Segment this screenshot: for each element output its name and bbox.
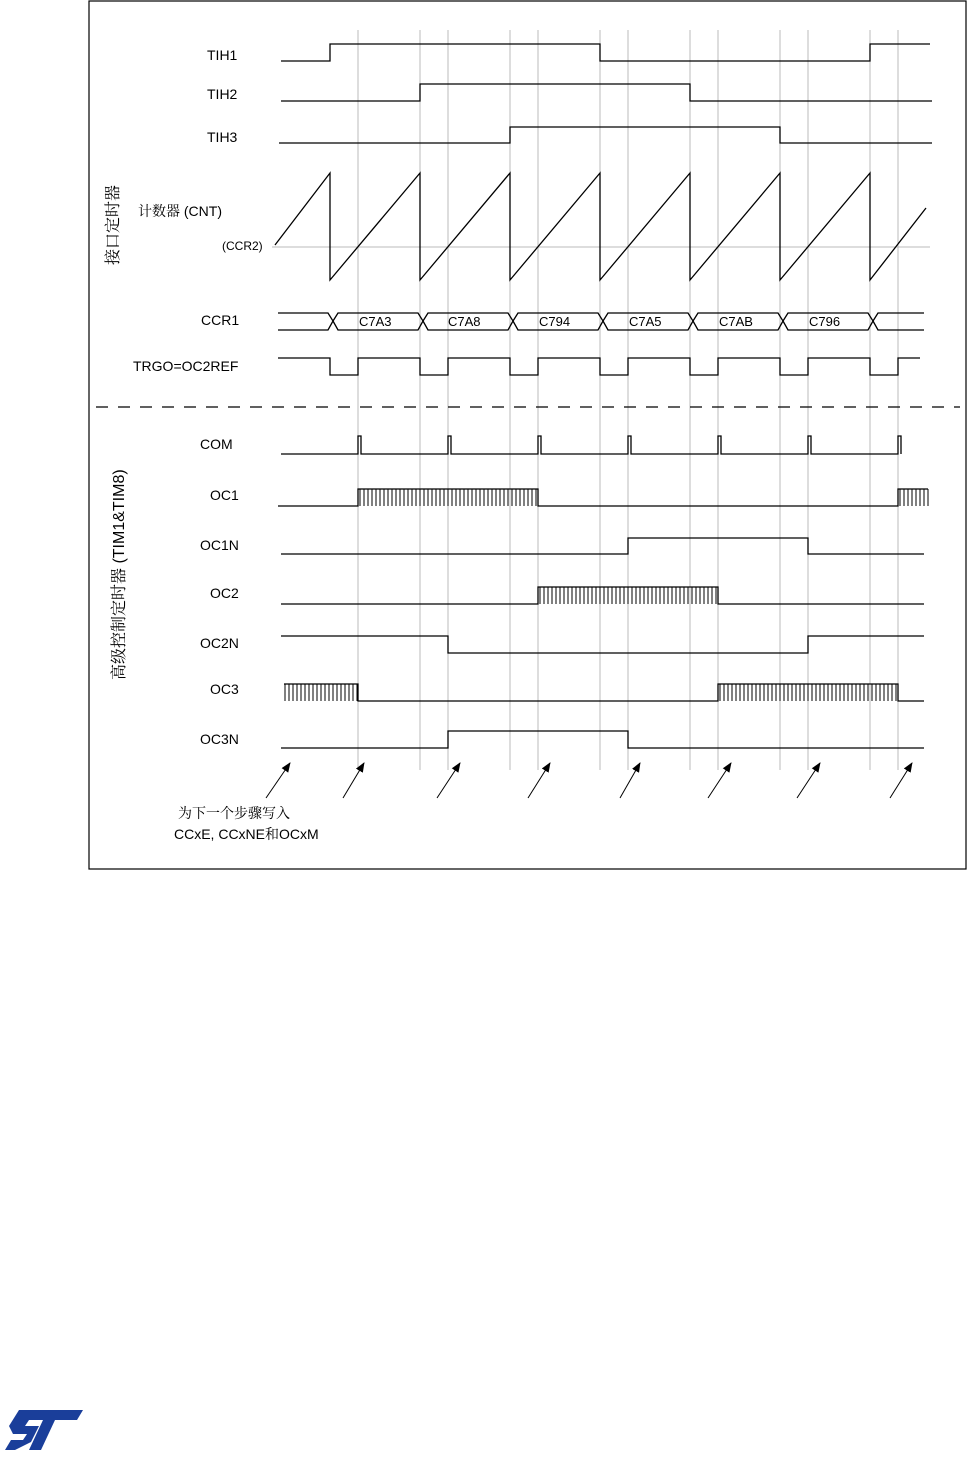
advanced-timer-label: 高级控制定时器 (TIM1&TIM8)	[111, 469, 128, 680]
ccr1-value: C7A3	[359, 314, 392, 329]
ccr1-value: C794	[539, 314, 571, 329]
write-arrow	[266, 763, 290, 798]
ccr1-value: C7AB	[719, 314, 753, 329]
waveform-trgo	[278, 358, 920, 375]
signal-label-trgo: TRGO=OC2REF	[133, 358, 239, 374]
logo-name: ST	[5, 1408, 7, 1409]
write-arrow	[620, 763, 640, 798]
signal-label-oc1: OC1	[210, 487, 239, 503]
waveform-oc2	[281, 587, 924, 604]
st-logo	[5, 1408, 85, 1452]
signal-label-oc2n: OC2N	[200, 635, 239, 651]
signal-label-tih1: TIH1	[207, 47, 238, 63]
waveform-tih2	[281, 84, 932, 101]
signal-label-oc1n: OC1N	[200, 537, 239, 553]
signal-label-tih3: TIH3	[207, 129, 238, 145]
write-arrow	[343, 763, 364, 798]
write-arrow	[708, 763, 731, 798]
signal-label-oc3: OC3	[210, 681, 239, 697]
waveform-com	[281, 436, 901, 454]
ccr1-value: C7A8	[448, 314, 481, 329]
waveform-oc1n	[281, 538, 924, 554]
write-arrow	[528, 763, 550, 798]
write-arrow	[890, 763, 912, 798]
signal-label-counter: 计数器 (CNT)	[138, 203, 222, 219]
waveform-oc2n	[281, 636, 924, 653]
waveform-tih1	[281, 44, 930, 61]
signal-label-com: COM	[200, 436, 233, 452]
interface-timer-label: 接口定时器	[105, 184, 122, 265]
st-logo-mark	[5, 1410, 83, 1450]
signal-label-ccr2: (CCR2)	[222, 239, 263, 253]
pwm-hatching	[285, 489, 928, 701]
write-note-line2: CCxE, CCxNE和OCxM	[174, 826, 319, 842]
ccr1-value: C7A5	[629, 314, 662, 329]
write-note-line1: 为下一个步骤写入	[178, 805, 290, 821]
signal-label-ccr1: CCR1	[201, 312, 240, 328]
waveform-counter	[275, 173, 926, 280]
signal-label-oc3n: OC3N	[200, 731, 239, 747]
waveform-tih3	[279, 127, 932, 143]
signal-label-oc2: OC2	[210, 585, 239, 601]
waveform-oc3n	[281, 731, 924, 748]
signal-label-tih2: TIH2	[207, 86, 238, 102]
grid-lines	[358, 30, 898, 770]
write-step-arrows	[266, 763, 912, 798]
ccr1-value: C796	[809, 314, 841, 329]
